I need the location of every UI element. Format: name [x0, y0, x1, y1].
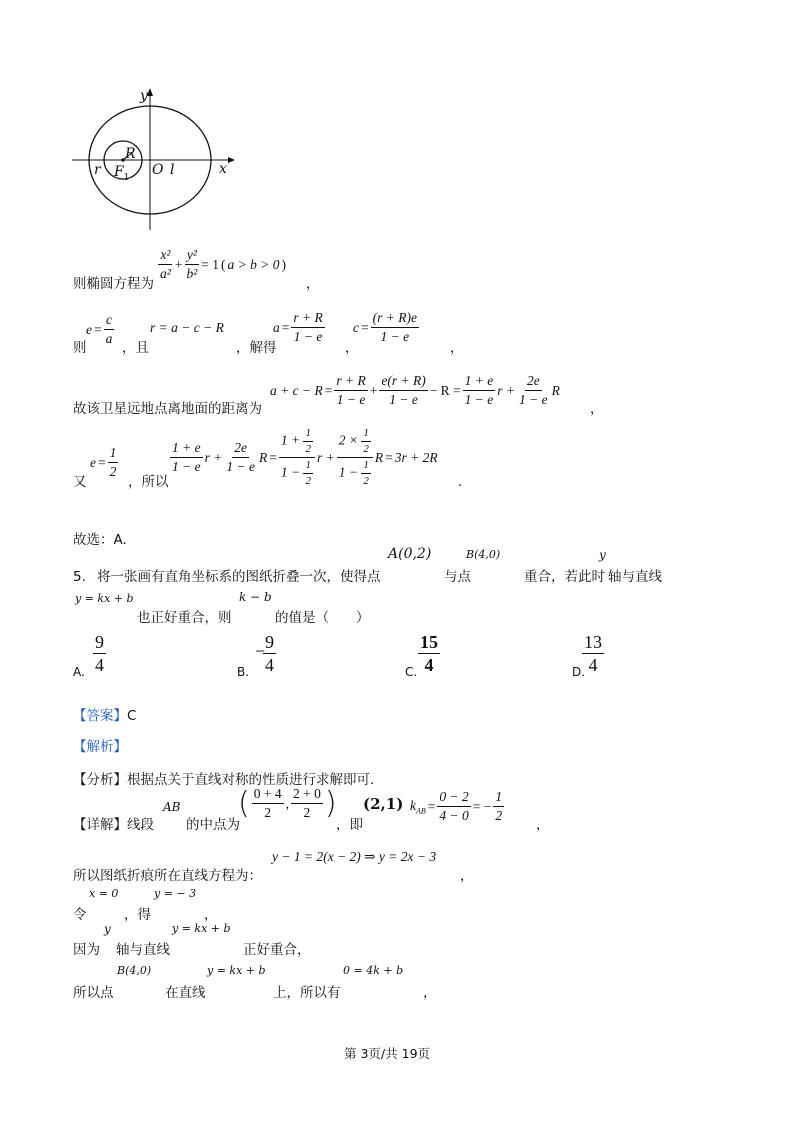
so-have-label: 上，所以有 — [273, 985, 341, 1001]
point-A: A(0,2) — [388, 546, 432, 562]
q-text-6: 的值是（ ） — [275, 610, 370, 626]
so-line-eq: y = kx + b — [207, 964, 266, 977]
also-label: 又 — [73, 474, 87, 490]
q-y-axis: y — [599, 548, 606, 562]
label-R: R — [125, 146, 136, 162]
ellipse-figure — [68, 86, 238, 234]
label-O: O — [152, 162, 164, 178]
c-solution: c = $\frac{(r + R)e}{1 - e}$ — [353, 310, 417, 344]
q-text-3: 重合，若此时 — [524, 569, 605, 585]
comma-7: ， — [204, 907, 218, 923]
a-solution: a = $\frac{r + R}{1 - e}$ — [273, 310, 323, 344]
q-line-eq: y = kx + b — [75, 592, 134, 605]
because-line-eq: y = kx + b — [172, 922, 231, 935]
midpoint-value: (2,1) — [363, 795, 404, 813]
label-x: x — [219, 161, 227, 177]
analysis-tag: 【解析】 — [73, 739, 127, 755]
label-F1: $F_1$ — [114, 164, 130, 183]
fenxi-line: 【分析】根据点关于直线对称的性质进行求解即可. — [73, 772, 375, 788]
option-b-value[interactable]: $\frac{9}{4}$ — [265, 632, 274, 675]
so-label: ，所以 — [128, 474, 169, 490]
comma-4: ， — [590, 401, 604, 417]
period-1: . — [458, 474, 463, 490]
label-y: y — [140, 88, 148, 104]
fold-equation: y − 1 = 2(x − 2) ⇒ y = 2x − 3 — [272, 849, 437, 864]
so-point-B: B(4,0) — [117, 964, 152, 977]
because-label: 因为 — [73, 942, 100, 958]
option-c-value[interactable]: $\frac{15}{4}$ — [420, 632, 438, 675]
final-distance: $\frac{1 + e}{1 - e}$ r + $\frac{2e}{1 - e}$ R = 1 + $\frac{1}{2}$ 1 − $\frac{1}{2}$ r + 2 × $\frac{1}{2}$ 1 − $\frac{1}{2}$ R = 3r + 2R — [172, 427, 438, 487]
option-b-letter[interactable]: B. — [237, 665, 250, 679]
page-footer: 第 3页/共 19页 — [344, 1046, 431, 1061]
so-point-label: 所以点 — [73, 985, 114, 1001]
option-d-letter[interactable]: D. — [572, 665, 586, 679]
y-minus-3: y = − 3 — [154, 887, 197, 900]
and-label: ，且 — [122, 340, 149, 356]
choose-line: 故选：A. — [73, 532, 127, 548]
option-d-value[interactable]: $\frac{13}{4}$ — [584, 632, 602, 675]
distance-formula: a + c − R = $\frac{r + R}{1 - e}$ + $\frac{e(r + R)}{1 - e}$ − R = $\frac{1 + e}{1 - e}$ r + $\frac{2e}{1 - e}$ R — [270, 373, 560, 407]
x-zero: x = 0 — [89, 887, 119, 900]
q-expr: k − b — [239, 590, 272, 604]
q-text-2: 与点 — [444, 569, 471, 585]
ellipse-equation: $\frac{\text{x²}}{\text{a²}}$ + $\frac{\text{y²}}{\text{b²}}$ = 1 ( a > b > 0 ) — [160, 247, 286, 281]
comma-8: ， — [423, 985, 437, 1001]
ellipse-eq-prefix: 则椭圆方程为 — [73, 276, 154, 292]
q-text-4: 轴与直线 — [608, 569, 662, 585]
comma-3: ， — [450, 340, 464, 356]
because-text-2: 轴与直线 — [116, 942, 170, 958]
detail-line-1: 【详解】线段 — [73, 817, 154, 833]
comma-1: ， — [306, 276, 320, 292]
e-value: e = $\frac{1}{2}$ — [90, 445, 117, 479]
comma-6: ， — [460, 868, 474, 884]
q-text-1: 将一张画有直角坐标系的图纸折叠一次，使得点 — [97, 569, 381, 585]
so-equation: 0 = 4k + b — [343, 964, 404, 977]
solve-label: ，解得 — [236, 340, 277, 356]
label-l: l — [170, 162, 175, 178]
q-number: 5. — [73, 569, 86, 585]
x-axis-arrow — [228, 157, 235, 163]
on-line-label: 在直线 — [165, 985, 206, 1001]
option-b-sign: − — [255, 641, 266, 661]
r-equation: r = a − c − R — [150, 320, 224, 335]
q-text-5: 也正好重合，则 — [137, 610, 232, 626]
distance-prefix: 故该卫星远地点离地面的距离为 — [73, 401, 262, 417]
let-label: 令 — [73, 907, 87, 923]
answer-line: 【答案】C — [73, 708, 137, 724]
because-text-3: 正好重合， — [243, 942, 311, 958]
option-a-letter[interactable]: A. — [73, 665, 85, 679]
point-B: B(4,0) — [466, 548, 501, 561]
option-a-value[interactable]: $\frac{9}{4}$ — [95, 632, 104, 675]
option-c-letter[interactable]: C. — [405, 665, 418, 679]
slope-formula: $k_{AB}$ = $\frac{0 - 2}{4 - 0}$ = − $\frac{1}{2}$ — [410, 789, 503, 823]
label-r: r — [94, 162, 101, 178]
get-label: ，得 — [124, 907, 151, 923]
segment-AB: AB — [163, 800, 181, 814]
detail-line-3: ，即 — [336, 817, 363, 833]
detail-line-2: 的中点为 — [186, 817, 240, 833]
comma-5: ， — [536, 817, 550, 833]
eccentricity-def: e = $\frac{c}{a}$ — [86, 312, 113, 346]
fold-prefix: 所以图纸折痕所在直线方程为： — [73, 868, 262, 884]
then-label: 则 — [73, 340, 87, 356]
midpoint-formula: ( $\frac{0 + 4}{2}$ , $\frac{2 + 0}{2}$ ) — [238, 785, 337, 821]
comma-2: ， — [345, 340, 359, 356]
because-y: y — [104, 922, 111, 936]
